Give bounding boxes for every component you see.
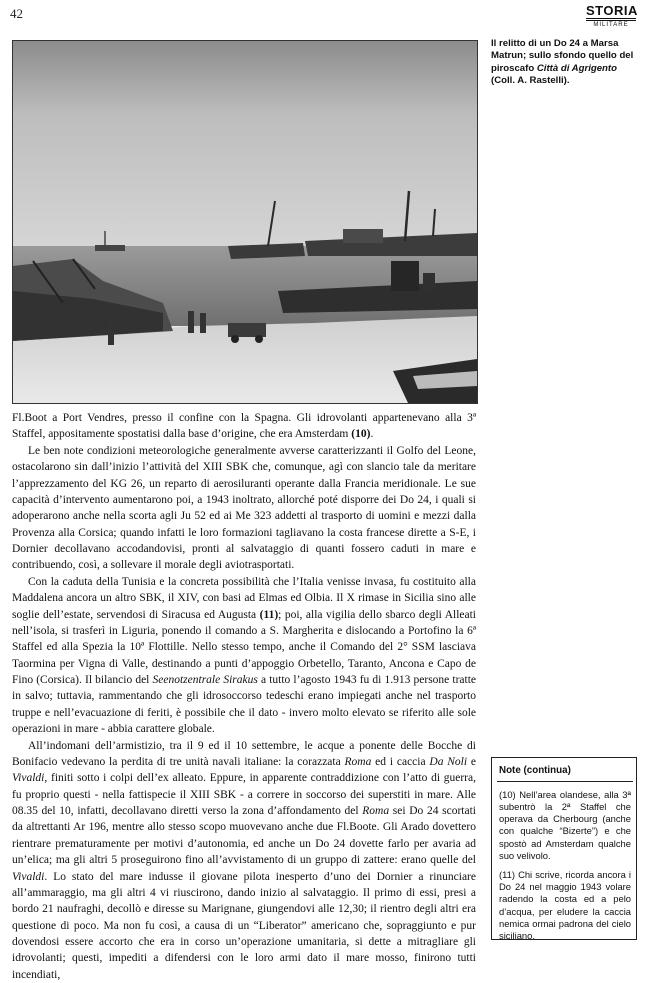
note-item xyxy=(499,869,631,942)
article-paragraph xyxy=(12,738,476,983)
note-text: Chi scrive, ricorda ancora i Do 24 nel maggio 1943 volare radendo la costa ed a pelo d’acqua, per eludere la caccia nemica ormai padrona del cielo siciliano. xyxy=(499,869,631,941)
text-run: Seenotzentrale Sirakus xyxy=(153,674,258,686)
logo-main-text: STORIA xyxy=(586,4,636,21)
caption-text-1: Il relitto di un Do 24 a Marsa Matrun; sullo sfondo quello del piroscafo xyxy=(491,38,633,74)
photo-caption xyxy=(491,38,641,87)
article-paragraph xyxy=(12,574,476,738)
historical-photo xyxy=(12,40,478,404)
notes-title: Note (continua) xyxy=(497,765,633,782)
logo-sub-text: MILITARE xyxy=(586,22,636,28)
text-run: ; poi, alla vigilia dello sbarco degli Alleati nell’isola, si trasferì in Liguria, ponendo il comando a S. Margherita e dislocando a Portofino la 6ª Staffel ed alla Spezia la 10ª Flottille. Nello stesso tempo, anche il Comando del 2° SSM lasciava Taormina per Vigna di Valle, destinando a punti d’appoggio Orbetello, Taranto, Ancona e Capo de Fino (Corsica). Il bilancio del xyxy=(12,609,476,687)
note-text: Nell’area olandese, alla 3ª subentrò la 2ª Staffel che operava da Cherbourg (anche con qualche “Bizerte”) e che spostò ad Amsterdam qualche suo velivolo. xyxy=(499,789,631,861)
text-run: Vivaldi xyxy=(12,772,44,784)
note-item xyxy=(499,789,631,862)
note-number: (11) xyxy=(499,869,515,880)
text-run: Roma xyxy=(362,805,389,817)
text-run: Roma xyxy=(345,756,372,768)
text-run: (10) xyxy=(351,428,370,440)
text-run: . xyxy=(370,428,373,440)
text-run: Con la caduta della Tunisia e la concreta possibilità che l’Italia venisse invasa, fu costituito alla Maddalena ancora un altro SBK, il XIV, con basi ad Elmas ed Olbia. Il X rimase in Sicilia sino alle soglie dell’estate, servendosi di Siracusa ed Augusta xyxy=(12,576,476,621)
text-run: All’indomani dell’armistizio, tra il 9 ed il 10 settembre, le acque a ponente delle Bocche di Bonifacio vedevano la perdita di tre unità navali italiane: la corazzata xyxy=(12,740,476,768)
photo-illustration xyxy=(13,41,477,403)
article-paragraph xyxy=(12,443,476,574)
text-run: . Lo stato del mare indusse il giovane pilota inesperto d’uno dei Dornier a rinunciare all’ammaraggio, ma gli altri 4 vi riuscirono, dando inizio al salvataggio. Il primo di essi, presi a bordo 21 naufraghi, decollò e diresse su Marignane, giungendovi alle 12,30; il rientro degli altri era questione di poco. Ma non fu così, a causa di un “Liberator” americano che, sopraggiunto e pur dovendosi essere accorto che era in corso un’operazione umanitaria, si dette a mitragliare gli idrovolanti; questi, impediti a difendersi con le loro armi dato il mare mosso, finirono tutti incendiati, xyxy=(12,871,476,981)
magazine-logo xyxy=(586,4,636,28)
note-number: (10) xyxy=(499,789,516,800)
text-run: Le ben note condizioni meteorologiche generalmente avverse caratterizzanti il Golfo del Leone, ostacolarono sin dall’inizio l’attività del XIII SBK che, comunque, agì con slancio tale da meritare l’apprezzamento del KG 26, un reparto di aerosiluranti operante dalla Francia meridionale. Le sue capacità d’intervento aumentarono poi, a 1943 inoltrato, allorché poté disporre dei Do 24, i quali si adoperarono anche nella scorta agli Ju 52 ed ai Me 323 addetti al trasporto di uomini e mezzi dalla Provenza alla Corsica; quando infatti le loro formazioni tagliavano la costa francese dirette a S-E, i Dornier decollavano accodandovisi, pronti al salvataggio di quanti fossero caduti in mare e contribuendo, così, a sollevare il morale degli aviotrasportati. xyxy=(12,445,476,572)
text-run: , finiti sotto i colpi dell’ex alleato. Eppure, in apparente contraddizione con l’atto di guerra, fu proprio questi - nella fattispecie il XIII SBK - a correre in soccorso dei superstiti in mare. Alle 08.35 del 10, infatti, decollavano diretti verso la zona d’affondamento del xyxy=(12,772,476,817)
text-run: Vivaldi xyxy=(12,871,44,883)
text-run: sei Do 24 scortati da altrettanti Ar 196, mentre allo stesso scopo muovevano anche due Fl.Boote. Gli Arado dovettero rientrare prematuramente per motivi d’autonomia, ed anche un Do 24 dovette farlo per avaria ad un’elica; ma gli altri 5 proseguirono fino all’avvistamento di un gruppo di zattere: erano quelle del xyxy=(12,805,476,866)
article-paragraph xyxy=(12,410,476,443)
notes-box xyxy=(491,757,637,940)
caption-text-2: (Coll. A. Rastelli). xyxy=(491,75,570,86)
text-run: ed i caccia xyxy=(371,756,429,768)
page-number: 42 xyxy=(10,6,23,22)
notes-list xyxy=(499,789,631,943)
caption-ship-name: Città di Agrigento xyxy=(537,63,617,74)
text-run: (11) xyxy=(260,609,279,621)
text-run: e xyxy=(467,756,476,768)
article-body xyxy=(12,410,476,983)
text-run: Fl.Boot a Port Vendres, presso il confine con la Spagna. Gli idrovolanti appartenevano alla 3ª Staffel, appositamente spostatisi dalla base d’origine, che era Amsterdam xyxy=(12,412,476,440)
text-run: Da Noli xyxy=(429,756,467,768)
text-run: a tutto l’agosto 1943 fu di 1.913 persone tratte in salvo; tuttavia, rammentando che gli idrosoccorso tedeschi erano impiegati anche nel trasporto truppe e nell’evacuazione di feriti, è possibile che il dato - invero molto elevato se riferito alle sole operazioni in mare - abbia carattere globale. xyxy=(12,674,476,735)
